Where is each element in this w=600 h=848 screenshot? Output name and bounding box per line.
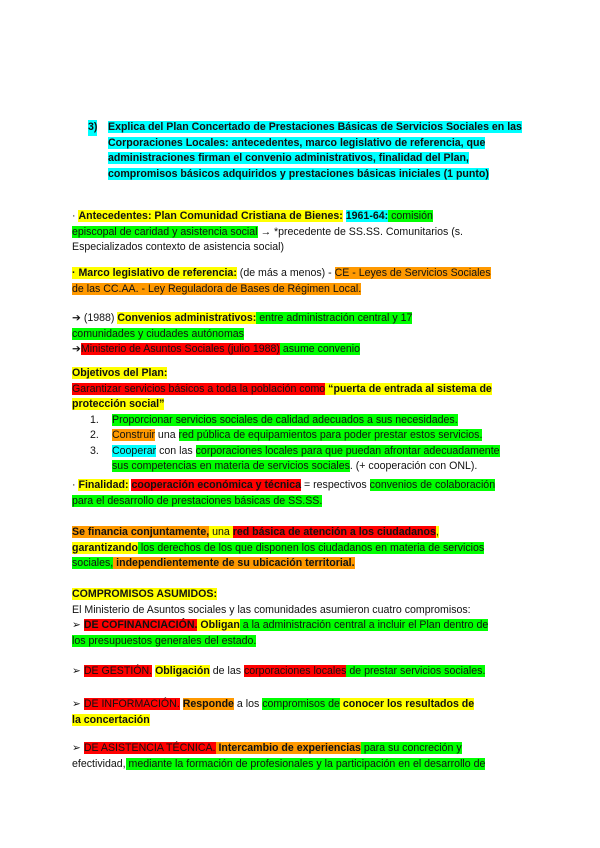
- convenios-text-3: Ministerio de Asuntos Sociales (julio 1988): [80, 343, 280, 355]
- convenios-text-2: comunidades y ciudades autónomas: [72, 327, 244, 340]
- finalidad-text-3: convenios de colaboración: [369, 479, 496, 491]
- financia-text-7: sociales,: [72, 557, 114, 569]
- compromiso-3-verb: Responde: [182, 698, 234, 710]
- convenios-arrow-2: ➔: [72, 343, 81, 355]
- financia-text-5: garantizando: [72, 541, 138, 554]
- list-item: [72, 444, 528, 475]
- objetivo-2-text: red pública de equipamientos para poder prestar estos servicios.: [178, 429, 483, 441]
- question-text-wrapper: [108, 120, 528, 182]
- list-item-number: 2.: [90, 429, 99, 441]
- arrow-bullet-icon: ➢: [72, 665, 84, 677]
- finalidad-text-1: cooperación económica y técnica: [131, 479, 302, 491]
- bullet-dot: ·: [72, 479, 79, 491]
- antecedentes-section: [72, 209, 528, 256]
- marco-text-2: CE - Leyes de Servicios Sociales: [334, 267, 491, 279]
- antecedentes-label: Antecedentes: Plan Comunidad Cristiana de Bienes:: [78, 210, 343, 222]
- compromiso-2: [72, 664, 528, 680]
- compromisos-title: COMPROMISOS ASUMIDOS:: [72, 588, 217, 600]
- compromiso-3-text: compromisos de: [262, 698, 340, 710]
- compromisos-intro: El Ministerio de Asuntos sociales y las comunidades asumieron cuatro compromisos:: [72, 603, 471, 616]
- compromisos-section: [72, 587, 528, 649]
- objetivos-text-1: Garantizar servicios básicos a toda la población como: [72, 382, 326, 395]
- financia-text-4: ,: [435, 526, 439, 538]
- compromiso-4-text-2: efectividad,: [72, 757, 126, 770]
- antecedentes-text-3: → *precedente de SS.SS. Comunitarios (s.: [257, 225, 463, 238]
- compromiso-2-connector: de las: [209, 665, 244, 677]
- financia-text-8: independientemente de su ubicación territorial.: [113, 557, 355, 569]
- compromiso-4-text-3: mediante la formación de profesionales y la participación en el desarrollo de: [125, 757, 486, 770]
- marco-section: [72, 266, 528, 297]
- objetivos-list: [72, 413, 528, 475]
- objetivos-section: [72, 366, 528, 475]
- objetivo-2-connector: una: [154, 429, 179, 441]
- antecedentes-text-4: Especializados contexto de asistencia social): [72, 241, 284, 253]
- compromiso-3-label: DE INFORMACIÓN.: [83, 698, 180, 710]
- list-item: [72, 413, 528, 429]
- objetivos-title: Objetivos del Plan:: [72, 367, 168, 379]
- objetivos-text-2: “puerta de entrada al sistema de: [325, 382, 492, 395]
- compromiso-3: [72, 697, 528, 728]
- compromiso-1-text-2: los presupuestos generales del estado.: [72, 634, 257, 647]
- compromiso-4-label: DE ASISTENCIA TÉCNICA.: [83, 742, 216, 754]
- question-text: Explica del Plan Concertado de Prestaciones Básicas de Servicios Sociales en las Corporaciones Locales: antecedentes, marco legislativo de referencia, que administraciones firman el convenio administrativos, finalidad del Plan, compromisos básicos adquiridos y prestaciones básicas iniciales (1 punto): [108, 121, 522, 180]
- finalidad-label: Finalidad:: [78, 479, 129, 491]
- financia-text-3: red básica de atención a los ciudadanos: [232, 526, 436, 538]
- antecedentes-text-2: episcopal de caridad y asistencia social: [72, 225, 258, 238]
- antecedentes-text-1: comisión: [388, 210, 433, 222]
- objetivo-2-verb: Construir: [112, 429, 155, 441]
- finalidad-text-2: = respectivos: [301, 479, 370, 491]
- list-item: [72, 428, 528, 444]
- arrow-bullet-icon: ➢: [72, 619, 84, 631]
- financia-section: [72, 525, 528, 572]
- convenios-label: Convenios administrativos:: [117, 312, 257, 324]
- antecedentes-years: 1961-64:: [345, 210, 389, 222]
- objetivo-3-text-2: sus competencias en materia de servicios sociales: [112, 460, 350, 472]
- financia-text-2: una: [209, 526, 233, 538]
- convenios-section: [72, 311, 528, 358]
- marco-text-1: (de más a menos) -: [236, 267, 335, 279]
- compromiso-2-verb: Obligación: [155, 665, 210, 677]
- convenios-text-1: entre administración central y 17: [256, 312, 413, 324]
- financia-text-6: los derechos de los que disponen los ciudadanos en materia de servicios: [137, 541, 485, 554]
- compromiso-1-verb: Obligan: [197, 619, 240, 631]
- bullet-dot: ·: [72, 210, 79, 222]
- compromiso-3-connector: a los: [233, 698, 263, 710]
- financia-text-1: Se financia conjuntamente,: [72, 526, 210, 538]
- compromiso-4-verb: Intercambio de experiencias: [215, 742, 361, 754]
- compromiso-2-label: DE GESTIÓN.: [83, 665, 153, 677]
- compromiso-3-text-2: conocer los resultados de: [339, 698, 475, 710]
- objetivo-3-connector: con las: [156, 444, 196, 457]
- arrow-bullet-icon: ➢: [72, 698, 84, 710]
- compromiso-4-text: para su concreción y: [360, 742, 462, 754]
- question-number: 3): [88, 120, 97, 136]
- objetivo-1-text: Proporcionar servicios sociales de calidad adecuados a sus necesidades.: [112, 413, 458, 426]
- finalidad-text-4: para el desarrollo de prestaciones básicas de SS.SS.: [72, 494, 323, 507]
- compromiso-3-text-3: la concertación: [72, 713, 150, 726]
- finalidad-section: [72, 478, 528, 509]
- compromiso-1-text: a la administración central a incluir el Plan dentro de: [239, 619, 489, 631]
- compromiso-1-label: DE COFINANCIACIÓN.: [83, 619, 198, 631]
- question-heading: [88, 120, 528, 182]
- list-item-number: 3.: [90, 444, 99, 457]
- marco-label: · Marco legislativo de referencia:: [72, 267, 237, 279]
- convenios-arrow-1: ➔ (1988): [72, 312, 118, 324]
- objetivo-3-text: corporaciones locales para que puedan afrontar adecuadamente: [195, 444, 500, 457]
- compromiso-2-text: de prestar servicios sociales.: [346, 665, 486, 677]
- objetivos-text-3: protección social”: [72, 398, 165, 410]
- list-item-number: 1.: [90, 413, 99, 426]
- arrow-bullet-icon: ➢: [72, 742, 84, 754]
- marco-text-3: de las CC.AA. - Ley Reguladora de Bases de Régimen Local.: [72, 282, 362, 295]
- objetivo-3-text-3: . (+ cooperación con ONL).: [349, 460, 478, 472]
- compromiso-2-subject: corporaciones locales: [243, 665, 347, 677]
- compromiso-4: [72, 741, 528, 772]
- convenios-text-4: asume convenio: [279, 343, 361, 355]
- objetivo-3-verb: Cooperar: [112, 444, 157, 457]
